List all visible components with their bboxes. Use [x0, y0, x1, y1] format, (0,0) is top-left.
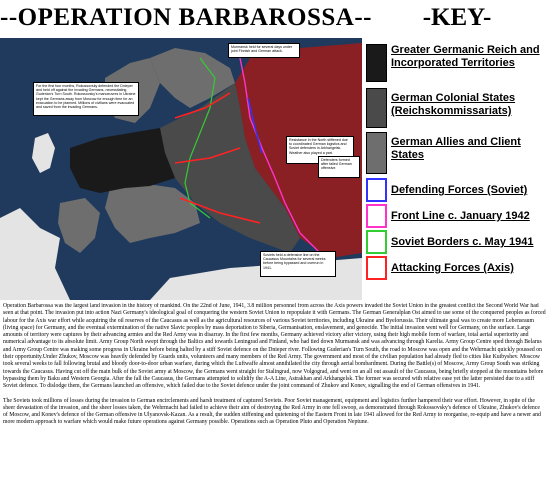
legend-swatch-darkgrey: [366, 88, 387, 128]
description-paragraph-1: Operation Barbarossa was the largest land invasion in the history of mankind. On the 22nd of June, 1941, 3.8 million personnel from across the Axis powers invaded the Soviet Union in the greatest conflict the Second World War had seen at that point. The invasion put into action Nazi Germany's ideological goal of conquering the western Soviet Union to repopulate it with Germans. The German Generalplan Ost aimed to use some of the conquered peoples as forced labour for the Axis war effort while acquiring the oil reserves of the Caucasus as well as the agricultural resources of various Soviet territories, including Ukraine and Byelorussia. Their ultimate goal was to create more Lebensraum (living space) for Germany, and the eventual extermination of the native Slavic peoples by mass deportation to Siberia, Germanisation, enslavement, and genocide. The initial invasion went well for Germany, on the surface. Large amounts of territory were captures by their advancing armies and the Red Army was in disarray. In the first few months, Germany achieved victory after victory, using their high mobile form of warfare, total aerial superiority and numerical advantage to its absolute limit. Army Group North swept through the Baltics and towards Leningrad and Finland, who had tied down Murmansk and was advancing through Karelia. Army Group Centre sped through Belarus and Army Group Centre was making some progress in Ukraine before being halted by a stiff Soviet defence on the Dnieper river. Following Guderian's Turn South, the road to Moscow was open and the Wehrmacht quickly poussed on their opportunity.Under Zhukov, Moscow was heavily defended by Guards units, volunteers and many members of the Red Army. The government and most of the civilian population had already fled to cities like Kuibyshev. Moscow took several weeks to fall following brutal and bloody door-to-door urban warfare, during which the Luftwaffe almost annihilated the city through aerial bombardment. During the Battle(s) of Moscow, Army Group South was striking towards the Caucasus. Having cut off the main bulk of the Soviet army at Moscow, the Germans went straight for Stalingrad, now Volgograd, and went on an all out assault of the Caucasus, being briefly stopped at the mountains before bypassing them by Baku and Western Georgia. After the fall the Caucasus, the Germans attempted to solidify the A-A Line, Astrakhan and Arkhangelsk. The former was secured with relative ease yet the latter persisted due to a stiff Soviet defence. To dislodge them, the Germans launched an offensive, which failed due to the Soviet defence under the joint command of Zhukov and Konev, signalling the end of German offensives in 1941.: [3, 303, 546, 390]
legend-item-defending: [366, 178, 548, 202]
legend-item-front-line: [366, 204, 548, 228]
note-caucasus: Soviets held a defensive line on the Caucasus Mountains for several weeks before being bypassed and overrun in 1941.: [260, 251, 336, 277]
key-title: -KEY-: [422, 4, 492, 31]
legend-swatch-black: [366, 44, 387, 82]
legend-swatch-pink: [366, 204, 387, 228]
legend-item-greater-germanic: [366, 42, 548, 82]
legend-swatch-grey: [366, 132, 387, 174]
map: [0, 38, 362, 300]
legend-swatch-blue: [366, 178, 387, 202]
legend-label: Greater Germanic Reich and Incorporated Territories: [391, 44, 540, 69]
legend-label: Defending Forces (Soviet): [391, 184, 528, 196]
legend-label: German Allies and Client States: [391, 136, 521, 161]
legend-swatch-red: [366, 256, 387, 280]
note-north-resistance: Resistance in the North stiffened due to coordinated German logistics and Soviet defenders in Arkhangelsk. Weather also played a part.: [286, 136, 354, 164]
description-paragraph-2: The Soviets took millions of losses during the invasion to German encirclements and harsh treatment of captured Soviets. Poor Soviet management, equipment and logistics further hampered their war effort. However, in spite of the sheer devastation of the invasion, and the sheer losses taken, the Wehrmacht had failed to achieve their aim of destroying the Red Army in one fell swoop, as demonstrated through Rokossovsky's defence of Ukraine, Zhukov's defence of Moscow, and Konev's defence of the German offensive in Ulyanovsk-Kazan. As a result, the sudden stiffening and quietening of the Eastern Front in late 1941 allowed for the Red Army to reorganise, re-equip and have a newer and more modern approach to warfare which would make future operations against Germany possible. Operations such as Operation Pluto and Operation Neptune.: [3, 397, 541, 426]
description: [3, 303, 546, 479]
note-urals: Defenders formed after failed German offensive.: [318, 156, 360, 178]
legend-item-allies: [366, 132, 548, 174]
legend-item-attacking: [366, 256, 548, 280]
legend-item-soviet-border: [366, 230, 548, 254]
legend-label: Front Line c. January 1942: [391, 210, 530, 222]
legend-item-colonial: [366, 88, 548, 128]
legend-swatch-green: [366, 230, 387, 254]
legend: [366, 40, 548, 302]
page-title: --OPERATION BARBAROSSA--: [0, 4, 372, 31]
legend-label: German Colonial States (Reichskommissariats): [391, 92, 516, 117]
legend-label: Attacking Forces (Axis): [391, 262, 514, 274]
note-murmansk: Murmansk held for several days under joint Finnish and German attack.: [228, 43, 300, 58]
note-rokossovsky: For the first four months, Rokossovsky defended the Dnieper and held off against the invading Germans, necessitating Guderian's Turn South. Rokossovsky's manoeuvres in Ukraine kept the Germans away from Moscow for enough time for an evacuation to be planned. Millions of civilians were evacuated and saved from the invading Germans.: [33, 82, 139, 116]
legend-label: Soviet Borders c. May 1941: [391, 236, 534, 248]
